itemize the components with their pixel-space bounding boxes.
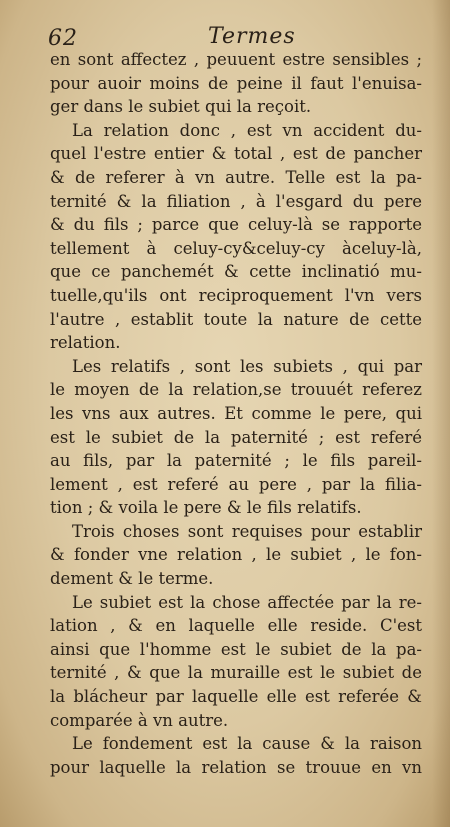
text-line: pour laquelle la relation se trouue en vn (50, 757, 422, 777)
text-line: relation. (50, 333, 121, 353)
text-line: est le subiet de la paternité ; est referé (50, 427, 422, 447)
page-edge-shadow (432, 0, 450, 827)
text-line: pour auoir moins de peine il faut l'enuisa- (50, 73, 422, 93)
running-head: Termes (208, 24, 296, 49)
page-number: 62 (48, 26, 78, 51)
text-line: Le subiet est la chose affectée par la re- (72, 592, 422, 612)
text-line: Le fondement est la cause & la raison (72, 734, 422, 754)
text-line: que ce panchemét & cette inclinatió mu- (50, 262, 422, 282)
text-line: en sont affectez , peuuent estre sensibles ; (50, 50, 422, 69)
text-line: & fonder vne relation , le subiet , le fon- (50, 545, 422, 565)
text-line: comparée à vn autre. (50, 710, 229, 730)
text-line: & de referer à vn autre. Telle est la pa- (50, 167, 422, 187)
text-line: La relation donc , est vn accident du- (72, 120, 422, 140)
text-line: tion ; & voila le pere & le fils relatifs. (50, 498, 362, 518)
text-line: tuelle,qu'ils ont reciproquement l'vn vers (50, 285, 422, 305)
text-line: lement , est referé au pere , par la filia- (50, 474, 422, 494)
text-line: ternité & la filiation , à l'esgard du pere (50, 191, 422, 211)
text-line: quel l'estre entier & total , est de pancher (50, 144, 422, 164)
text-line: dement & le terme. (50, 569, 214, 589)
text-line: les vns aux autres. Et comme le pere, qui (50, 403, 422, 423)
text-line: ger dans le subiet qui la reçoit. (50, 97, 312, 117)
text-line: & du fils ; parce que celuy-là se rapporte (50, 215, 422, 235)
text-line: ainsi que l'homme est le subiet de la pa- (50, 639, 422, 659)
text-line: la blácheur par laquelle elle est referée & (50, 687, 422, 707)
text-line: Trois choses sont requises pour establir (72, 521, 422, 541)
text-line: lation , & en laquelle elle reside. C'est (50, 616, 422, 636)
text-line: le moyen de la relation,se trouuét referez (50, 380, 422, 400)
text-line: Les relatifs , sont les subiets , qui par (72, 356, 422, 376)
text-line: l'autre , establit toute la nature de cette (50, 309, 422, 329)
text-line: au fils, par la paternité ; le fils pareil- (50, 451, 422, 471)
text-line: tellement à celuy-cy&celuy-cy àceluy-là, (50, 238, 422, 258)
text-line: ternité , & que la muraille est le subiet de (50, 663, 422, 683)
body-text (50, 48, 422, 779)
